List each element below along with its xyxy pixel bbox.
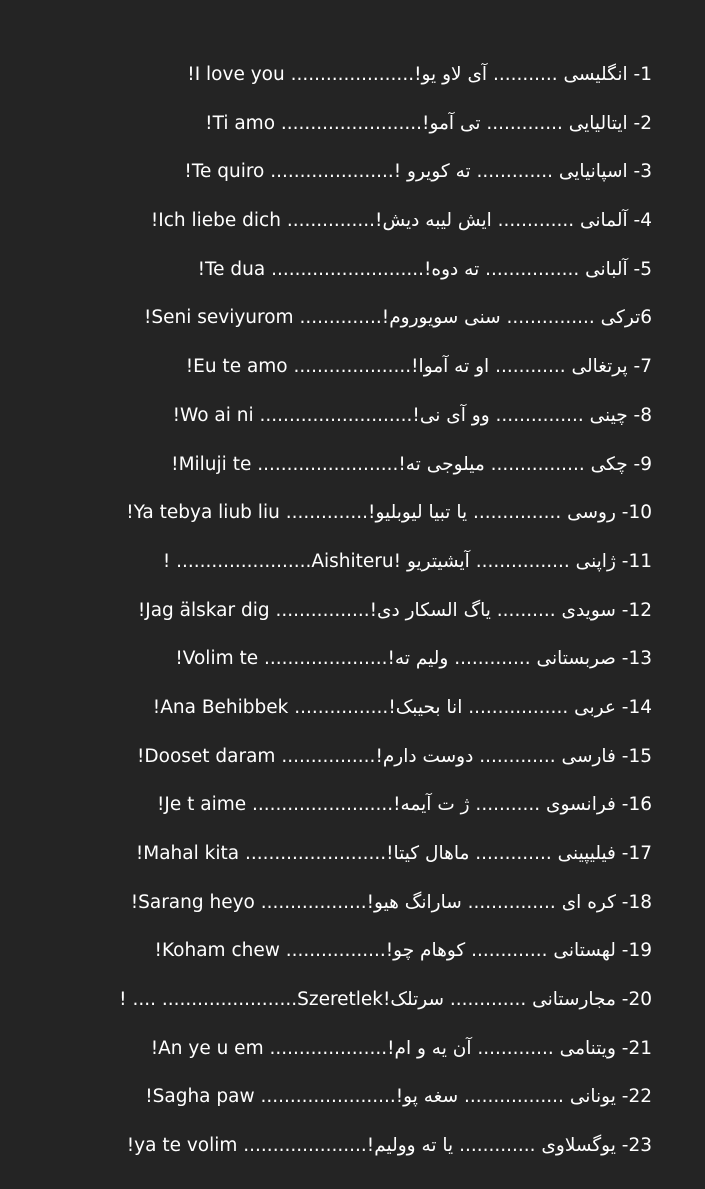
list-item: 6ترکی ............... سنی سویوروم!.............. Seni seviyurom! <box>143 307 652 329</box>
list-item: 13- صربستانی ............. ولیم ته!..................... Volim te! <box>175 648 652 670</box>
list-item: 5- آلبانی ................ ته دوه!.......................... Te dua! <box>197 258 652 280</box>
list-item: 8- چینی ............... وو آی نی!.......................... Wo ai ni! <box>172 404 652 426</box>
list-item: 15- فارسی ............. دوست دارم!................ Dooset daram! <box>136 745 652 767</box>
list-item: 12- سویدی .......... یاگ السکار دی!................ Jag älskar dig! <box>137 599 652 621</box>
list-item: 10- روسی ............... یا تبیا لیوبلیو!.............. Ya tebya liub liu! <box>126 502 652 524</box>
list-item: 18- کره ای ............... سارانگ هیو!.................. Sarang heyo! <box>130 891 652 913</box>
list-item: 2- ایتالیایی ............. تی آمو!........................ Ti amo! <box>205 112 652 134</box>
phrase-list <box>0 57 652 1177</box>
list-item: 4- آلمانی ............. ایش لیبه دیش!............... Ich liebe dich! <box>150 210 652 232</box>
list-item: 20- مجارستانی ............. سرتلک!Szeretlek....................... .... ! <box>119 989 652 1011</box>
list-item: 3- اسپانیایی ............. ته کویرو !..................... Te quiro! <box>184 161 652 183</box>
list-item: 11- ژاپنی ................ آیشیتریو !Aishiteru....................... ! <box>162 550 652 572</box>
list-item: 17- فیلیپینی ............. ماهال کیتا!........................ Mahal kita! <box>135 843 652 864</box>
list-item: 9- چکی ................ میلوجی ته!........................ Miluji te! <box>171 453 652 475</box>
list-item: 7- پرتغالی ............ او ته آموا!.................... Eu te amo! <box>185 356 652 378</box>
list-item: 1- انگلیسی ........... آی لاو یو!..................... I love you! <box>187 64 652 85</box>
list-item: 21- ویتنامی ............. آن یه و ام!.................... An ye u em! <box>150 1037 652 1059</box>
list-item: 14- عربی ................. انا بحیبک!................ Ana Behibbek! <box>152 696 652 718</box>
list-item: 22- یونانی ................. سغه پو!....................... Sagha paw! <box>145 1086 652 1108</box>
list-item: 16- فرانسوی ........... ژ ت آیمه!........................ Je t aime! <box>156 794 652 816</box>
list-item: 23- یوگسلاوی ............. یا ته وولیم!..................... ya te volim! <box>126 1135 652 1157</box>
list-item: 19- لهستانی ............. کوهام چو!................. Koham chew! <box>154 940 652 962</box>
